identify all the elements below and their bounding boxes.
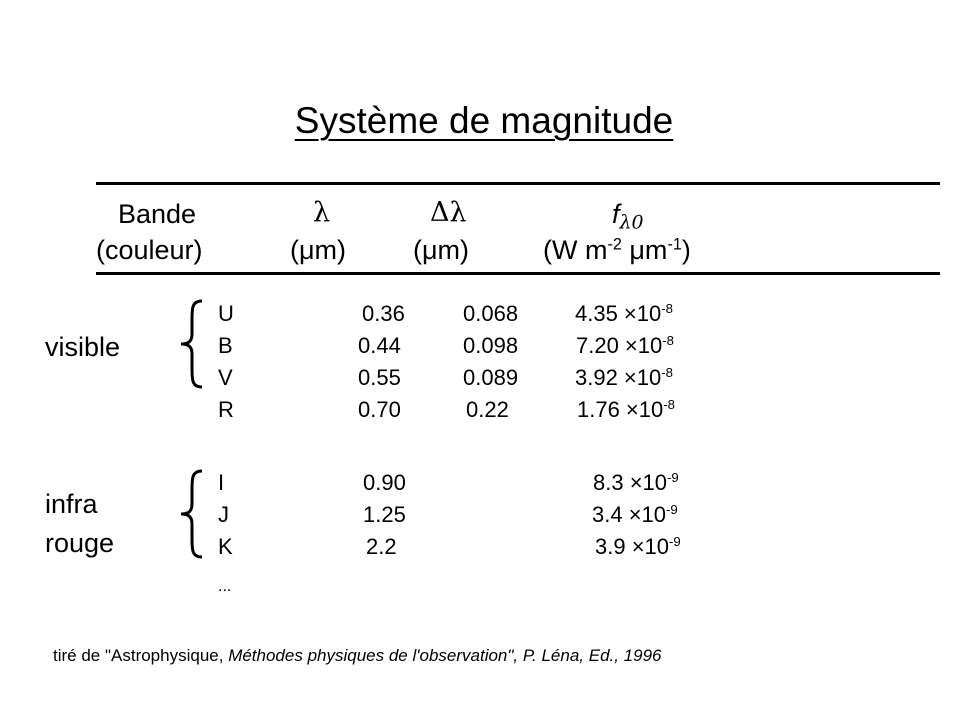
- cell-dlambda: 0.089: [463, 365, 519, 390]
- header-lambda: λ: [313, 197, 331, 228]
- cell-lambda: 0.36: [362, 301, 405, 326]
- cell-flux-exp: -8: [663, 397, 675, 413]
- flux-unit-part-c: ): [681, 235, 691, 265]
- flux-unit-exp2: -1: [667, 235, 682, 254]
- cell-flux: [577, 397, 675, 423]
- source-italic: Méthodes physiques de l'observation", P. Léna, Ed., 1996: [228, 646, 662, 665]
- cell-flux-mantissa: 7.20 ×10: [576, 333, 663, 358]
- cell-flux-mantissa: 3.4 ×10: [592, 502, 667, 527]
- cell-flux-exp: -9: [666, 502, 678, 518]
- cell-lambda: 0.70: [358, 397, 401, 422]
- header-flux-symbol: f: [612, 199, 620, 229]
- header-flux: [612, 199, 644, 234]
- cell-dlambda: 0.068: [463, 301, 519, 326]
- header-delta-lambda-unit: (μm): [413, 235, 470, 265]
- header-delta-lambda: Δλ: [430, 197, 467, 228]
- cell-flux-mantissa: 3.92 ×10: [575, 365, 662, 390]
- cell-band: I: [218, 470, 225, 495]
- cell-flux: [595, 534, 681, 560]
- header-rule: [96, 272, 940, 275]
- source-citation: [53, 646, 662, 666]
- cell-flux-exp: -8: [661, 365, 673, 381]
- cell-lambda: 0.55: [358, 365, 401, 390]
- cell-dlambda: 0.098: [463, 333, 519, 358]
- cell-flux-mantissa: 1.76 ×10: [577, 397, 664, 422]
- cell-lambda: 1.25: [363, 502, 406, 527]
- cell-flux-exp: -9: [669, 534, 681, 550]
- cell-band: J: [218, 502, 229, 527]
- brace-visible: [176, 298, 206, 390]
- cell-flux: [575, 301, 673, 327]
- cell-band: B: [218, 333, 233, 358]
- cell-band: U: [218, 301, 234, 326]
- cell-flux: [593, 470, 679, 496]
- cell-band: K: [218, 534, 233, 559]
- cell-lambda: 0.44: [358, 333, 401, 358]
- cell-flux-exp: -9: [667, 470, 679, 486]
- header-band: Bande: [118, 199, 197, 229]
- cell-lambda: 2.2: [366, 534, 397, 559]
- cell-flux-mantissa: 4.35 ×10: [575, 301, 662, 326]
- cell-flux-exp: -8: [661, 301, 673, 317]
- cell-band: V: [218, 365, 233, 390]
- flux-unit-part-b: μm: [621, 235, 668, 265]
- cell-flux-mantissa: 8.3 ×10: [593, 470, 668, 495]
- cell-flux-exp: -8: [662, 333, 674, 349]
- page-title: Système de magnitude: [294, 100, 674, 141]
- header-flux-subscript: λ0: [619, 211, 644, 234]
- top-rule: [96, 182, 940, 185]
- flux-unit-part-a: (W m: [543, 235, 608, 265]
- cell-flux: [576, 333, 674, 359]
- header-flux-unit: [543, 235, 691, 266]
- cell-flux-mantissa: 3.9 ×10: [595, 534, 670, 559]
- cell-flux: [575, 365, 673, 391]
- cell-flux: [592, 502, 678, 528]
- cell-lambda: 0.90: [363, 470, 406, 495]
- group-label-infra: infra: [45, 489, 98, 519]
- group-label-visible: visible: [45, 332, 121, 362]
- source-prefix: tiré de "Astrophysique,: [53, 646, 229, 665]
- more-bands-ellipsis: ...: [218, 578, 232, 595]
- group-label-rouge: rouge: [45, 528, 115, 558]
- header-band-sub: (couleur): [96, 235, 203, 265]
- brace-infra: [176, 468, 206, 560]
- cell-band: R: [218, 397, 234, 422]
- cell-dlambda: 0.22: [466, 397, 509, 422]
- flux-unit-exp1: -2: [607, 235, 622, 254]
- header-lambda-unit: (μm): [290, 235, 347, 265]
